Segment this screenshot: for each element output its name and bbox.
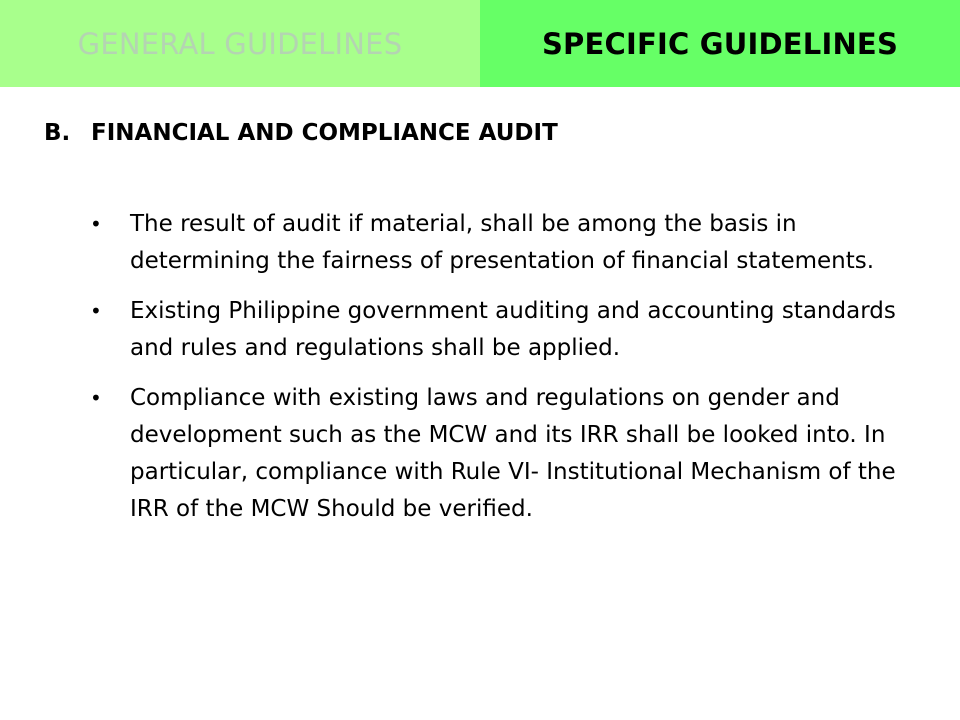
tab-general-guidelines-label: GENERAL GUIDELINES xyxy=(77,26,403,61)
guidelines-tab-bar xyxy=(0,0,960,87)
tab-specific-guidelines[interactable] xyxy=(480,0,960,87)
bullet-text: Compliance with existing laws and regulations on gender and development such as the MCW and its IRR shall be looked into. In particular, compliance with Rule VI- Institutional Mechanism of the IRR of the MCW Should be verified. xyxy=(130,385,896,522)
bullet-text: The result of audit if material, shall be among the basis in determining the fairness of presentation of financial statements. xyxy=(130,211,875,274)
tab-specific-guidelines-label: SPECIFIC GUIDELINES xyxy=(541,26,899,61)
section-letter: B. xyxy=(44,120,71,146)
bullet-item xyxy=(88,380,898,528)
bullet-item xyxy=(88,293,898,367)
bullet-dot-icon: • xyxy=(90,212,102,236)
tab-general-guidelines[interactable] xyxy=(0,0,480,87)
bullet-dot-icon: • xyxy=(90,386,102,410)
bullet-list xyxy=(88,206,898,541)
bullet-item xyxy=(88,206,898,280)
bullet-dot-icon: • xyxy=(90,299,102,323)
section-heading xyxy=(44,120,558,146)
bullet-text: Existing Philippine government auditing and accounting standards and rules and regulations shall be applied. xyxy=(130,298,896,361)
section-title: FINANCIAL AND COMPLIANCE AUDIT xyxy=(91,120,558,146)
